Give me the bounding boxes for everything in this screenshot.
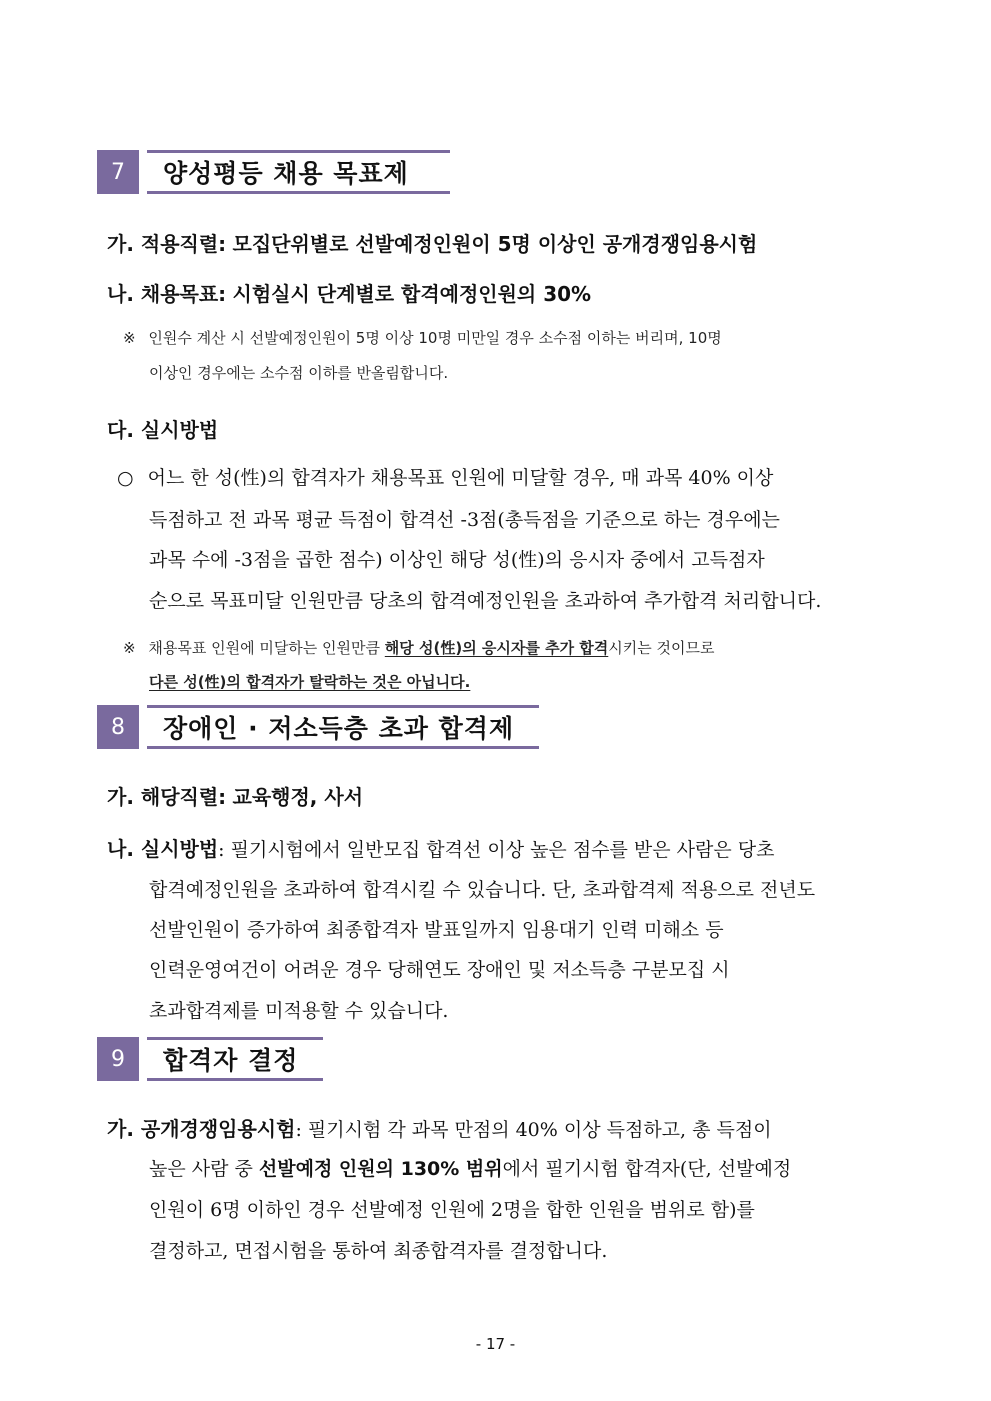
- note-emphasis: 해당 성(性)의 응시자를 추가 합격: [384, 639, 609, 657]
- s8-item-b-line-4: 인력운영여건이 어려운 경우 당해연도 장애인 및 저소득층 구분모집 시: [149, 959, 730, 981]
- note-mark: ※: [123, 639, 136, 657]
- s8-item-b-line-1: [107, 833, 775, 862]
- item-label: 나. 실시방법: [107, 837, 219, 861]
- item-text: : 필기시험 각 과목 만점의 40% 이상 득점하고, 총 득점이: [295, 1119, 772, 1141]
- section-title: 장애인 · 저소득층 초과 합격제: [147, 705, 539, 749]
- section-number: 9: [97, 1037, 139, 1081]
- note-line-1: 인원수 계산 시 선발예정인원이 5명 이상 10명 미만일 경우 소수점 이하는 버리며, 10명: [148, 329, 722, 347]
- section-number: 8: [97, 705, 139, 749]
- s7-item-a: [107, 228, 757, 257]
- s9-item-a-line-2: [149, 1154, 791, 1181]
- item-text: : 필기시험에서 일반모집 합격선 이상 높은 점수를 받은 사람은 당초: [218, 839, 775, 861]
- note-emphasis-line: 다른 성(性)의 합격자가 탈락하는 것은 아닙니다.: [149, 673, 471, 691]
- note-text: 채용목표 인원에 미달하는 인원만큼: [148, 639, 381, 657]
- s8-item-a: [107, 781, 363, 810]
- item-text: 시험실시 단계별로 합격예정인원의 30%: [232, 282, 592, 306]
- item-emphasis: 선발예정 인원의 130% 범위: [258, 1158, 503, 1180]
- s7-paragraph-line-2: 득점하고 전 과목 평균 득점이 합격선 -3점(총득점을 기준으로 하는 경우에는: [149, 509, 780, 531]
- s7-note-2: [123, 637, 714, 658]
- note-line-2: 이상인 경우에는 소수점 이하를 반올림합니다.: [149, 364, 449, 382]
- page-number: - 17 -: [475, 1335, 516, 1353]
- item-text-end: 에서 필기시험 합격자(단, 선발예정: [502, 1158, 792, 1180]
- circle-bullet-icon: ○: [117, 467, 134, 489]
- s8-item-b-line-5: 초과합격제를 미적용할 수 있습니다.: [149, 1000, 449, 1022]
- section-title: 합격자 결정: [147, 1037, 323, 1081]
- item-label: 가. 해당직렬:: [107, 785, 227, 809]
- section-title: 양성평등 채용 목표제: [147, 150, 450, 194]
- item-label: 가. 공개경쟁임용시험: [107, 1117, 296, 1141]
- s8-item-b-line-2: 합격예정인원을 초과하여 합격시킬 수 있습니다. 단, 초과합격제 적용으로 전년도: [149, 879, 816, 901]
- s7-paragraph-line-3: 과목 수에 -3점을 곱한 점수) 이상인 해당 성(性)의 응시자 중에서 고득점자: [149, 549, 765, 571]
- s9-item-a-line-1: [107, 1113, 772, 1142]
- item-text: 교육행정, 사서: [232, 785, 364, 809]
- s7-paragraph-line-4: 순으로 목표미달 인원만큼 당초의 합격예정인원을 초과하여 추가합격 처리합니다.: [149, 590, 822, 612]
- item-text: 높은 사람 중: [149, 1158, 253, 1180]
- s8-item-b-line-3: 선발인원이 증가하여 최종합격자 발표일까지 임용대기 인력 미해소 등: [149, 919, 724, 941]
- item-label: 가. 적용직렬:: [107, 232, 227, 256]
- note-text-end: 시키는 것이므로: [608, 639, 715, 657]
- paragraph-text: 어느 한 성(性)의 합격자가 채용목표 인원에 미달할 경우, 매 과목 40% 이상: [147, 467, 774, 489]
- section-number: 7: [97, 150, 139, 194]
- s9-item-a-line-3: 인원이 6명 이하인 경우 선발예정 인원에 2명을 합한 인원을 범위로 함)를: [149, 1199, 755, 1221]
- s9-item-a-line-4: 결정하고, 면접시험을 통하여 최종합격자를 결정합니다.: [149, 1240, 608, 1262]
- s7-paragraph-line-1: [117, 463, 773, 490]
- s7-note-1: [123, 327, 722, 348]
- note-mark: ※: [123, 329, 136, 347]
- item-text: 모집단위별로 선발예정인원이 5명 이상인 공개경쟁임용시험: [232, 232, 758, 256]
- s7-item-c: [107, 414, 218, 443]
- item-label: 다. 실시방법: [107, 418, 219, 442]
- s7-item-b: [107, 278, 591, 307]
- item-label: 나. 채용목표:: [107, 282, 227, 306]
